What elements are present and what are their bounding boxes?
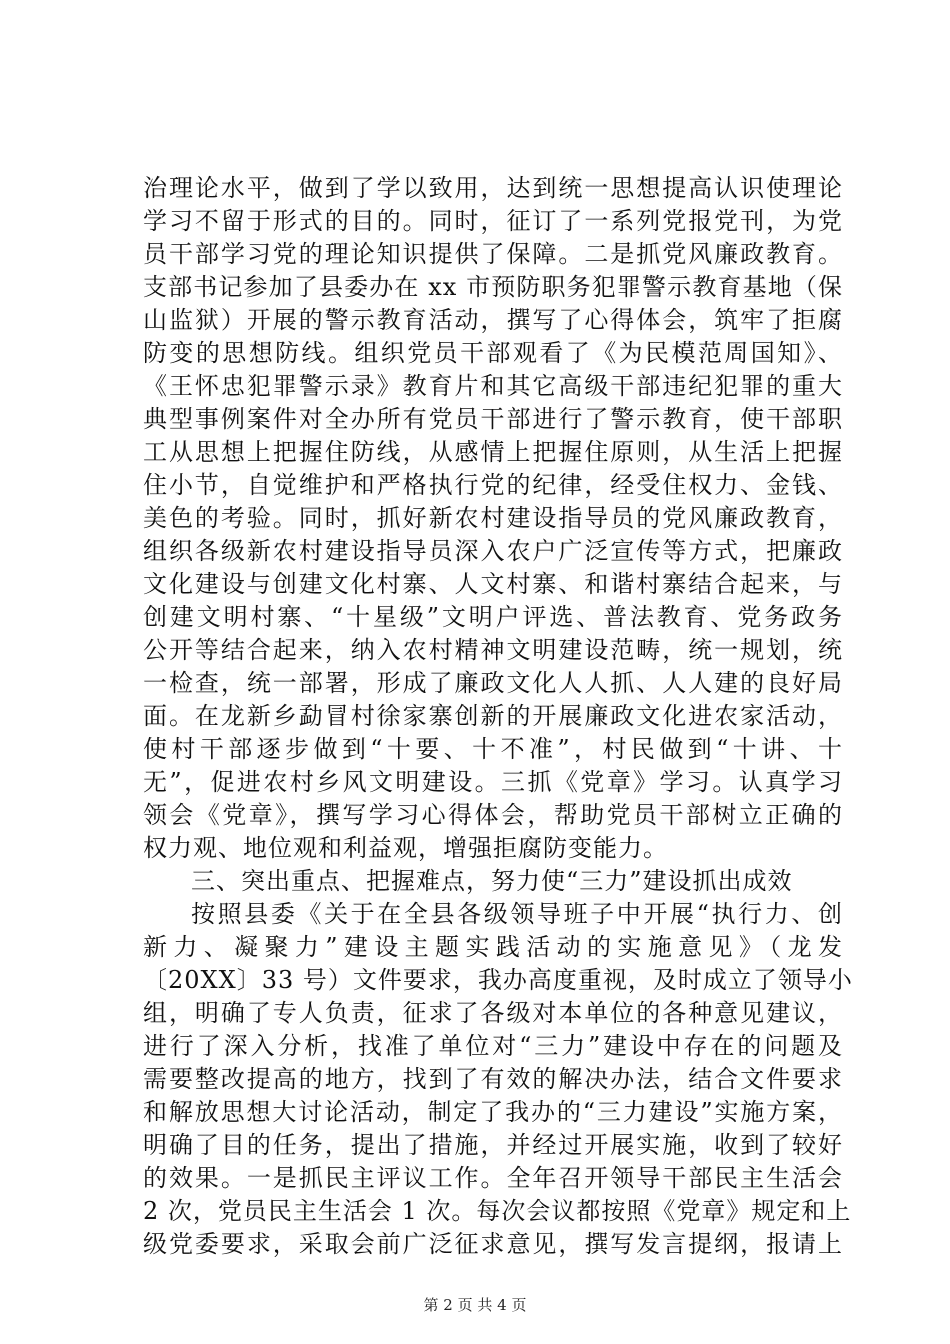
text-line: 领会《党章》，撰写学习心得体会，帮助党员干部树立正确的 <box>143 801 843 829</box>
text-line: 《王怀忠犯罪警示录》教育片和其它高级干部违纪犯罪的重大 <box>143 372 843 400</box>
section-heading: 三、突出重点、把握难点，努力使“三力”建设抓出成效 <box>191 867 793 895</box>
text-line: 工从思想上把握住防线，从感情上把握住原则，从生活上把握 <box>143 438 843 466</box>
page-number-label: 第 2 页 共 4 页 <box>423 1296 527 1314</box>
text-line: 美色的考验。同时，抓好新农村建设指导员的党风廉政教育， <box>143 504 843 532</box>
text-line: 防变的思想防线。组织党员干部观看了《为民模范周国知》、 <box>143 339 843 367</box>
text-line: 的效果。一是抓民主评议工作。全年召开领导干部民主生活会 <box>143 1164 843 1192</box>
text-line: 员干部学习党的理论知识提供了保障。二是抓党风廉政教育。 <box>143 240 843 268</box>
text-line: 治理论水平，做到了学以致用，达到统一思想提高认识使理论 <box>143 174 843 202</box>
text-line: 2 次，党员民主生活会 1 次。每次会议都按照《党章》规定和上 <box>143 1197 852 1225</box>
text-line: 〔20XX〕33 号）文件要求，我办高度重视，及时成立了领导小 <box>143 966 853 994</box>
text-line: 典型事例案件对全办所有党员干部进行了警示教育，使干部职 <box>143 405 843 433</box>
text-line: 创建文明村寨、“十星级”文明户评选、普法教育、党务政务 <box>143 603 843 631</box>
page-footer <box>0 1294 950 1315</box>
text-line: 一检查，统一部署，形成了廉政文化人人抓、人人建的良好局 <box>143 669 843 697</box>
text-line: 需要整改提高的地方，找到了有效的解决办法，结合文件要求 <box>143 1065 843 1093</box>
text-line: 权力观、地位观和利益观，增强拒腐防变能力。 <box>143 834 668 862</box>
text-line: 文化建设与创建文化村寨、人文村寨、和谐村寨结合起来，与 <box>143 570 843 598</box>
text-line: 明确了目的任务，提出了措施，并经过开展实施，收到了较好 <box>143 1131 843 1159</box>
text-line: 山监狱）开展的警示教育活动，撰写了心得体会，筑牢了拒腐 <box>143 306 843 334</box>
text-line: 无”，促进农村乡风文明建设。三抓《党章》学习。认真学习 <box>143 768 843 796</box>
document-body <box>143 172 853 1261</box>
text-line: 使村干部逐步做到“十要、十不准”，村民做到“十讲、十 <box>143 735 843 763</box>
text-line: 进行了深入分析，找准了单位对“三力”建设中存在的问题及 <box>143 1032 843 1060</box>
text-line: 公开等结合起来，纳入农村精神文明建设范畴，统一规划，统 <box>143 636 843 664</box>
text-line: 组织各级新农村建设指导员深入农户广泛宣传等方式，把廉政 <box>143 537 843 565</box>
text-line: 面。在龙新乡勐冒村徐家寨创新的开展廉政文化进农家活动， <box>143 702 843 730</box>
text-line: 支部书记参加了县委办在 xx 市预防职务犯罪警示教育基地（保 <box>143 273 843 301</box>
text-line: 组，明确了专人负责，征求了各级对本单位的各种意见建议， <box>143 999 843 1027</box>
text-line: 和解放思想大讨论活动，制定了我办的“三力建设”实施方案， <box>143 1098 843 1126</box>
text-line: 住小节，自觉维护和严格执行党的纪律，经受住权力、金钱、 <box>143 471 843 499</box>
text-line: 新力、凝聚力”建设主题实践活动的实施意见》（龙发 <box>143 933 843 961</box>
text-line: 按照县委《关于在全县各级领导班子中开展“执行力、创 <box>191 900 843 928</box>
text-line: 级党委要求，采取会前广泛征求意见，撰写发言提纲，报请上 <box>143 1230 843 1258</box>
text-line: 学习不留于形式的目的。同时，征订了一系列党报党刊，为党 <box>143 207 843 235</box>
